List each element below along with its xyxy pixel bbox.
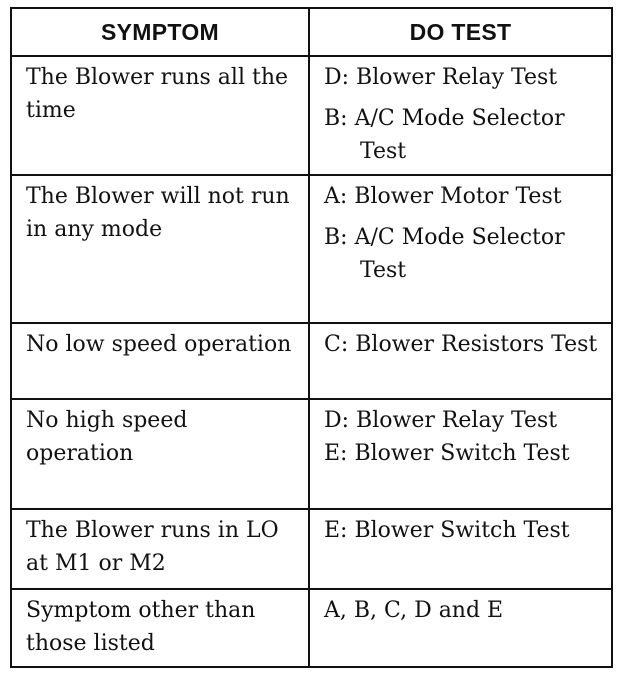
test-cell bbox=[310, 324, 611, 367]
symptom-header: SYMPTOM bbox=[11, 8, 309, 56]
test-item: D: Blower Relay Test bbox=[324, 65, 558, 90]
table-row bbox=[11, 399, 612, 509]
test-cell bbox=[310, 510, 611, 553]
table-row bbox=[11, 589, 612, 667]
test-cell bbox=[310, 176, 611, 293]
symptom-cell: No high speed operation bbox=[26, 408, 188, 466]
do-test-header: DO TEST bbox=[309, 8, 612, 56]
symptom-cell: Symptom other than those listed bbox=[26, 598, 256, 656]
test-item: C: Blower Resistors Test bbox=[324, 332, 598, 357]
test-item: B: A/C Mode Selector Test bbox=[324, 106, 565, 164]
header-row bbox=[11, 8, 612, 56]
table-row bbox=[11, 509, 612, 589]
table-row bbox=[11, 323, 612, 399]
table-row bbox=[11, 56, 612, 175]
symptom-cell: The Blower will not run in any mode bbox=[26, 184, 290, 242]
test-cell bbox=[310, 590, 611, 633]
symptom-cell: The Blower runs all the time bbox=[26, 65, 289, 123]
symptom-cell: No low speed operation bbox=[26, 332, 292, 357]
test-cell bbox=[310, 400, 611, 476]
test-item: A: Blower Motor Test bbox=[324, 184, 562, 209]
table-row bbox=[11, 175, 612, 323]
test-item: A, B, C, D and E bbox=[324, 598, 504, 623]
diagnosis-table bbox=[10, 7, 613, 668]
test-item: D: Blower Relay Test bbox=[324, 408, 558, 433]
test-item: E: Blower Switch Test bbox=[324, 518, 570, 543]
test-cell bbox=[310, 57, 611, 174]
test-item: B: A/C Mode Selector Test bbox=[324, 225, 565, 283]
test-item: E: Blower Switch Test bbox=[324, 441, 570, 466]
symptom-cell: The Blower runs in LO at M1 or M2 bbox=[26, 518, 279, 576]
